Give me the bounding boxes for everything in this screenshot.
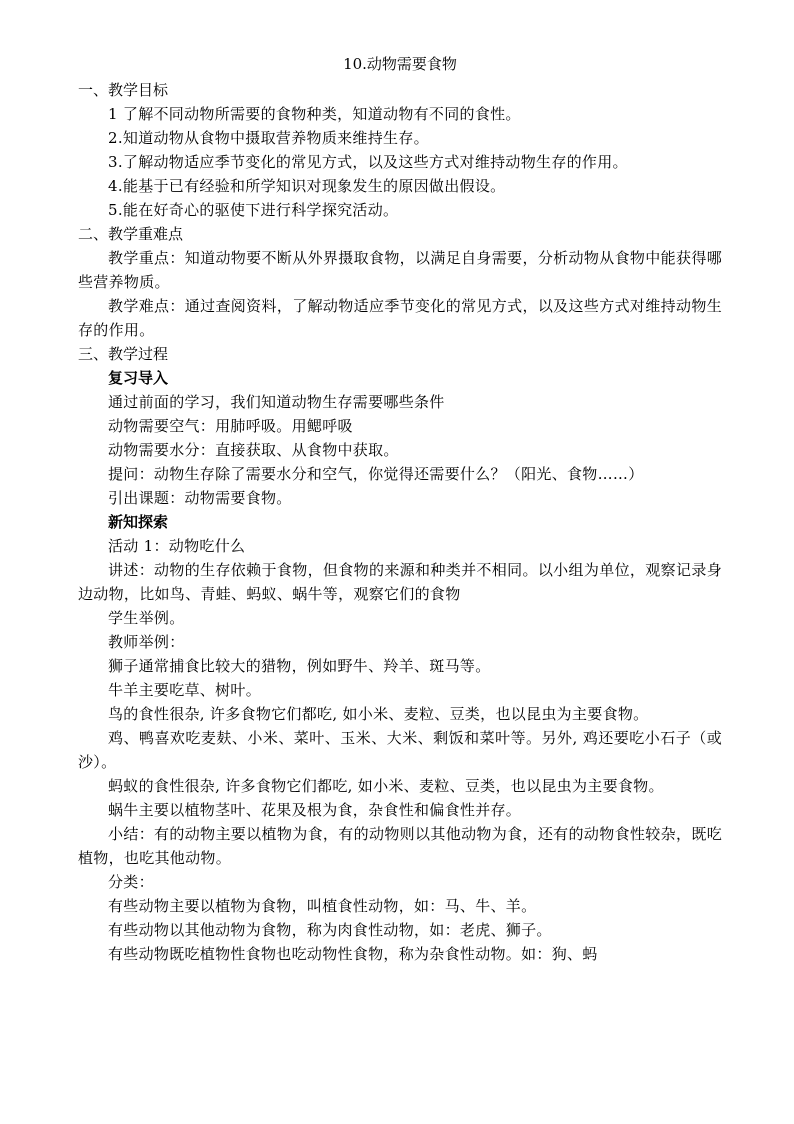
paragraph: 鸟的食性很杂, 许多食物它们都吃, 如小米、麦粒、豆类，也以昆虫为主要食物。 xyxy=(108,705,649,723)
paragraph: 牛羊主要吃草、树叶。 xyxy=(108,681,262,699)
goal-item: 1 了解不同动物所需要的食物种类，知道动物有不同的食性。 xyxy=(108,105,521,123)
paragraph: 狮子通常捕食比较大的猎物，例如野牛、羚羊、斑马等。 xyxy=(108,657,491,675)
section-heading: 三、教学过程 xyxy=(78,345,169,363)
goal-item: 5.能在好奇心的驱使下进行科学探究活动。 xyxy=(108,201,399,219)
paragraph: 动物需要水分：直接获取、从食物中获取。 xyxy=(108,441,399,459)
paragraph: 有些动物以其他动物为食物，称为肉食性动物，如：老虎、狮子。 xyxy=(108,921,552,939)
subsection-title-explore: 新知探索 xyxy=(108,513,169,531)
paragraph: 有些动物既吃植物性食物也吃动物性食物，称为杂食性动物。如：狗、蚂 xyxy=(108,945,598,963)
paragraph: 学生举例。 xyxy=(108,609,185,627)
paragraph: 蜗牛主要以植物茎叶、花果及根为食，杂食性和偏食性并存。 xyxy=(108,801,522,819)
paragraph: 讲述：动物的生存依赖于食物，但食物的来源和种类并不相同。以小组为单位，观察记录身边动物，比如鸟、青蛙、蚂蚁、蜗牛等，观察它们的食物 xyxy=(78,561,722,603)
subsection-title-review: 复习导入 xyxy=(108,369,169,387)
paragraph: 教师举例： xyxy=(108,633,185,651)
paragraph: 分类： xyxy=(108,873,154,891)
paragraph: 提问：动物生存除了需要水分和空气，你觉得还需要什么？（阳光、食物……） xyxy=(108,465,644,483)
paragraph: 通过前面的学习，我们知道动物生存需要哪些条件 xyxy=(108,393,445,411)
paragraph: 引出课题：动物需要食物。 xyxy=(108,489,292,507)
goal-item: 3.了解动物适应季节变化的常见方式，以及这些方式对维持动物生存的作用。 xyxy=(108,153,628,171)
section-goals xyxy=(78,78,722,222)
section-heading: 二、教学重难点 xyxy=(78,225,184,243)
document-title: 10.动物需要食物 xyxy=(343,55,457,73)
paragraph: 有些动物主要以植物为食物，叫植食性动物，如：马、牛、羊。 xyxy=(108,897,537,915)
paragraph: 蚂蚁的食性很杂, 许多食物它们都吃, 如小米、麦粒、豆类，也以昆虫为主要食物。 xyxy=(108,777,664,795)
paragraph: 小结：有的动物主要以植物为食，有的动物则以其他动物为食，还有的动物食性较杂，既吃植物，也吃其他动物。 xyxy=(78,825,722,867)
section-process xyxy=(78,342,722,966)
goal-item: 2.知道动物从食物中摄取营养物质来维持生存。 xyxy=(108,129,429,147)
paragraph: 动物需要空气：用肺呼吸。用鳃呼吸 xyxy=(108,417,353,435)
keypoint-item: 教学难点：通过查阅资料，了解动物适应季节变化的常见方式，以及这些方式对维持动物生存的作用。 xyxy=(78,297,722,339)
paragraph: 活动 1：动物吃什么 xyxy=(108,537,246,555)
section-keypoints xyxy=(78,222,722,342)
paragraph: 鸡、鸭喜欢吃麦麸、小米、菜叶、玉米、大米、剩饭和菜叶等。另外, 鸡还要吃小石子（或沙）。 xyxy=(78,729,722,771)
keypoint-item: 教学重点：知道动物要不断从外界摄取食物，以满足自身需要，分析动物从食物中能获得哪些营养物质。 xyxy=(78,249,722,291)
goal-item: 4.能基于已有经验和所学知识对现象发生的原因做出假设。 xyxy=(108,177,506,195)
section-heading: 一、教学目标 xyxy=(78,81,169,99)
